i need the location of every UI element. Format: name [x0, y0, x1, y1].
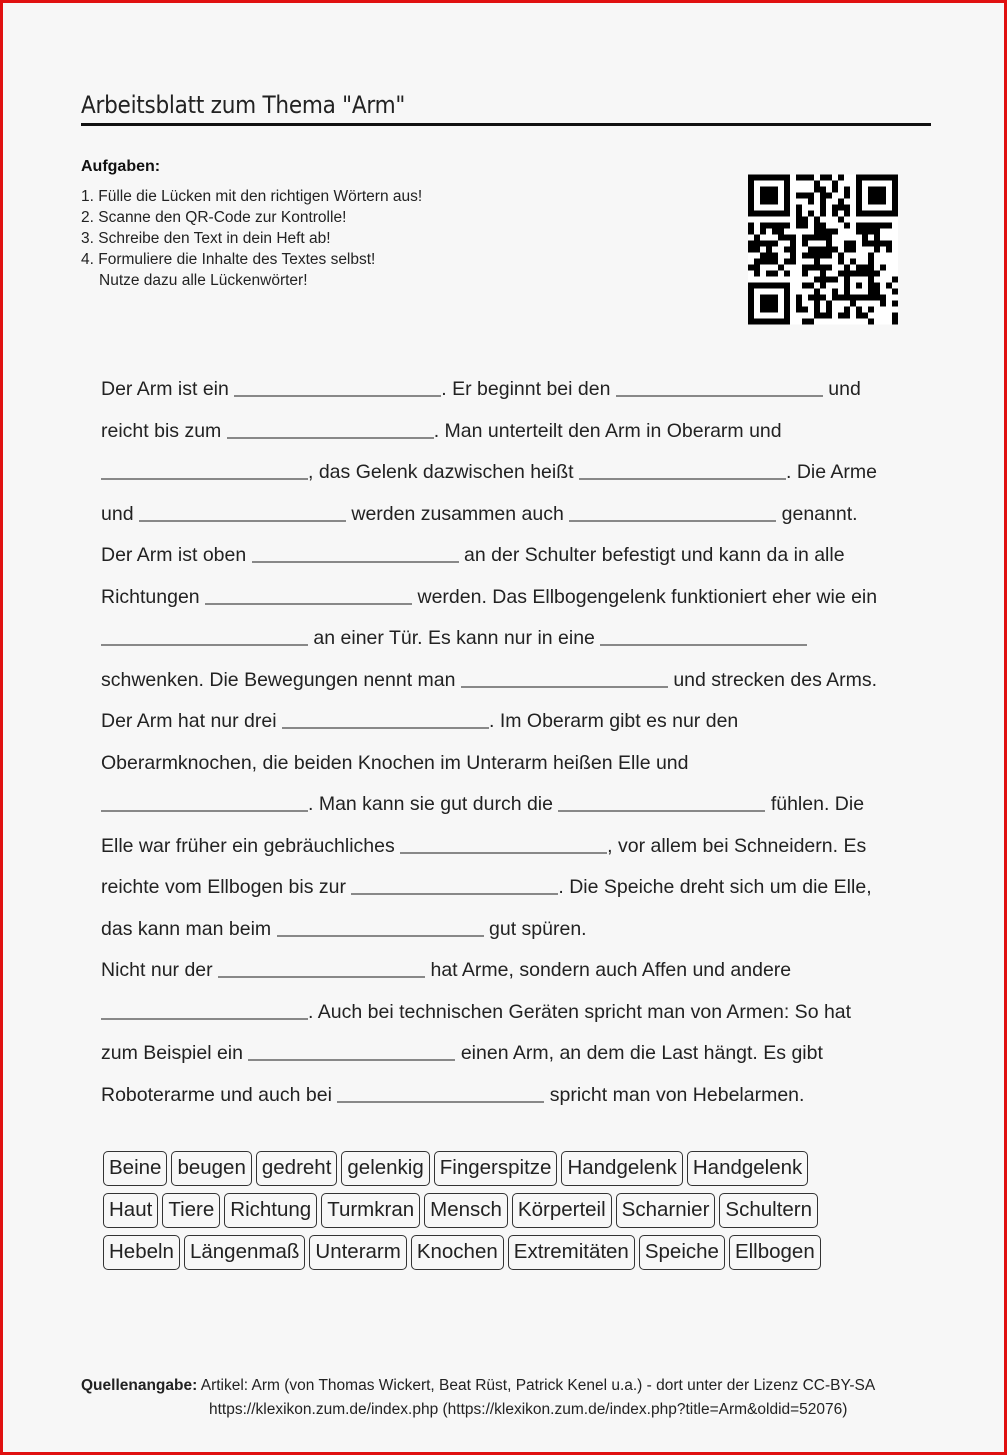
task-item: 4. Formuliere die Inhalte des Textes selbst!: [81, 251, 376, 268]
word-chip: Knochen: [411, 1235, 504, 1270]
blank-field[interactable]: [282, 708, 489, 729]
cloze-line: [101, 618, 916, 660]
cloze-text-segment: an einer Tür. Es kann nur in eine: [308, 627, 601, 649]
cloze-text-segment: und strecken des Arms.: [667, 668, 878, 691]
source-url: https://klexikon.zum.de/index.php (https://klexikon.zum.de/index.php?title=Arm&oldid=52076): [209, 1401, 848, 1418]
blank-field[interactable]: [101, 625, 308, 646]
blank-field[interactable]: [234, 376, 441, 397]
word-chip: Haut: [103, 1193, 158, 1228]
word-chip: Fingerspitze: [434, 1151, 558, 1186]
cloze-text-segment: Der Arm ist oben: [101, 544, 252, 566]
cloze-line: [101, 1033, 916, 1075]
cloze-text-segment: einen Arm, an dem die Last hängt. Es gibt: [455, 1042, 823, 1064]
cloze-line: [101, 577, 916, 619]
blank-field[interactable]: [351, 874, 558, 895]
page-title: Arbeitsblatt zum Thema "Arm": [81, 91, 406, 119]
blank-field[interactable]: [101, 791, 308, 812]
cloze-text-segment: werden zusammen auch: [345, 502, 570, 525]
cloze-line: [101, 494, 916, 536]
task-list: [81, 186, 422, 291]
cloze-text-segment: gut spüren.: [483, 917, 587, 940]
cloze-text-segment: hat Arme, sondern auch Affen und andere: [425, 959, 792, 981]
blank-field[interactable]: [139, 501, 346, 522]
cloze-text-segment: . Die Arme: [785, 461, 878, 483]
title-underline: [81, 123, 931, 126]
cloze-text-segment: an der Schulter befestigt und kann da in alle: [458, 544, 845, 566]
cloze-text-segment: Der Arm ist ein: [101, 378, 235, 400]
cloze-text-segment: . Auch bei technischen Geräten spricht man von Armen: So hat: [308, 1000, 852, 1023]
cloze-text-segment: Richtungen: [101, 585, 206, 608]
cloze-text-segment: werden. Das Ellbogengelenk funktioniert eher wie ein: [412, 585, 878, 608]
word-chip: Beine: [103, 1151, 167, 1186]
blank-field[interactable]: [600, 625, 807, 646]
cloze-line: [101, 701, 916, 743]
task-item: 1. Fülle die Lücken mit den richtigen Wörtern aus!: [81, 188, 423, 205]
blank-field[interactable]: [218, 957, 425, 978]
word-chip: Schultern: [719, 1193, 818, 1228]
word-bank-row: [103, 1235, 903, 1277]
blank-field[interactable]: [205, 584, 412, 605]
blank-field[interactable]: [400, 833, 607, 854]
cloze-text-segment: . Man unterteilt den Arm in Oberarm und: [433, 419, 782, 442]
cloze-text-segment: , das Gelenk dazwischen heißt: [308, 461, 579, 483]
cloze-text-segment: fühlen. Die: [765, 793, 865, 815]
cloze-text-segment: reichte vom Ellbogen bis zur: [101, 876, 352, 898]
tasks-heading: Aufgaben:: [81, 158, 161, 175]
cloze-line: [101, 743, 916, 785]
cloze-text-segment: zum Beispiel ein: [101, 1042, 249, 1064]
blank-field[interactable]: [248, 1040, 455, 1061]
source-attribution: [81, 1374, 875, 1422]
source-text: Artikel: Arm (von Thomas Wickert, Beat Rüst, Patrick Kenel u.a.) - dort unter der Lizenz CC-BY-SA: [197, 1377, 876, 1394]
cloze-line: [101, 909, 916, 951]
cloze-text: [101, 369, 916, 1116]
blank-field[interactable]: [558, 791, 765, 812]
cloze-line: [101, 1075, 916, 1117]
cloze-line: [101, 452, 916, 494]
cloze-text-segment: schwenken. Die Bewegungen nennt man: [101, 668, 461, 691]
qr-code-icon: [748, 173, 898, 326]
word-chip: Unterarm: [309, 1235, 406, 1270]
word-chip: gedreht: [256, 1151, 338, 1186]
blank-field[interactable]: [337, 1082, 544, 1103]
source-label: Quellenangabe:: [81, 1377, 198, 1394]
blank-field[interactable]: [569, 501, 776, 522]
cloze-line: [101, 411, 916, 453]
word-chip: Mensch: [424, 1193, 508, 1228]
blank-field[interactable]: [277, 916, 484, 937]
cloze-line: [101, 660, 916, 702]
word-chip: Extremitäten: [508, 1235, 635, 1270]
cloze-text-segment: spricht man von Hebelarmen.: [544, 1083, 805, 1106]
cloze-line: [101, 784, 916, 826]
blank-field[interactable]: [579, 459, 786, 480]
cloze-line: [101, 867, 916, 909]
cloze-text-segment: Oberarmknochen, die beiden Knochen im Unterarm heißen Elle und: [101, 751, 689, 774]
word-chip: Handgelenk: [687, 1151, 808, 1186]
cloze-text-segment: Der Arm hat nur drei: [101, 710, 282, 732]
word-chip: Richtung: [224, 1193, 317, 1228]
word-bank-row: [103, 1193, 903, 1235]
word-chip: gelenkig: [341, 1151, 429, 1186]
word-chip: Speiche: [639, 1235, 725, 1270]
word-chip: beugen: [171, 1151, 251, 1186]
word-chip: Handgelenk: [561, 1151, 682, 1186]
cloze-text-segment: reicht bis zum: [101, 419, 227, 442]
task-item: 2. Scanne den QR-Code zur Kontrolle!: [81, 209, 347, 226]
blank-field[interactable]: [461, 667, 668, 688]
blank-field[interactable]: [252, 542, 459, 563]
word-bank-row: [103, 1151, 903, 1193]
cloze-text-segment: das kann man beim: [101, 917, 277, 940]
cloze-text-segment: . Man kann sie gut durch die: [308, 793, 559, 815]
cloze-text-segment: . Im Oberarm gibt es nur den: [488, 710, 739, 732]
word-chip: Hebeln: [103, 1235, 180, 1270]
word-chip: Turmkran: [321, 1193, 420, 1228]
cloze-text-segment: , vor allem bei Schneidern. Es: [607, 834, 867, 857]
blank-field[interactable]: [227, 418, 434, 439]
cloze-line: [101, 369, 916, 411]
task-item: 3. Schreibe den Text in dein Heft ab!: [81, 230, 331, 247]
cloze-text-segment: und: [822, 378, 861, 400]
cloze-text-segment: Elle war früher ein gebräuchliches: [101, 834, 401, 857]
cloze-line: [101, 950, 916, 992]
word-chip: Ellbogen: [729, 1235, 821, 1270]
cloze-text-segment: Nicht nur der: [101, 959, 219, 981]
cloze-text-segment: . Die Speiche dreht sich um die Elle,: [558, 876, 872, 898]
cloze-line: [101, 826, 916, 868]
cloze-line: [101, 535, 916, 577]
word-chip: Scharnier: [616, 1193, 716, 1228]
blank-field[interactable]: [101, 999, 308, 1020]
word-chip: Tiere: [162, 1193, 220, 1228]
cloze-text-segment: Roboterarme und auch bei: [101, 1083, 338, 1106]
cloze-text-segment: genannt.: [776, 502, 858, 525]
word-chip: Körperteil: [512, 1193, 612, 1228]
word-chip: Längenmaß: [184, 1235, 305, 1270]
cloze-text-segment: und: [101, 502, 139, 525]
blank-field[interactable]: [101, 459, 308, 480]
blank-field[interactable]: [616, 376, 823, 397]
cloze-text-segment: . Er beginnt bei den: [441, 378, 616, 400]
cloze-line: [101, 992, 916, 1034]
word-bank: [103, 1151, 903, 1277]
task-item-continuation: Nutze dazu alle Lückenwörter!: [99, 272, 308, 289]
